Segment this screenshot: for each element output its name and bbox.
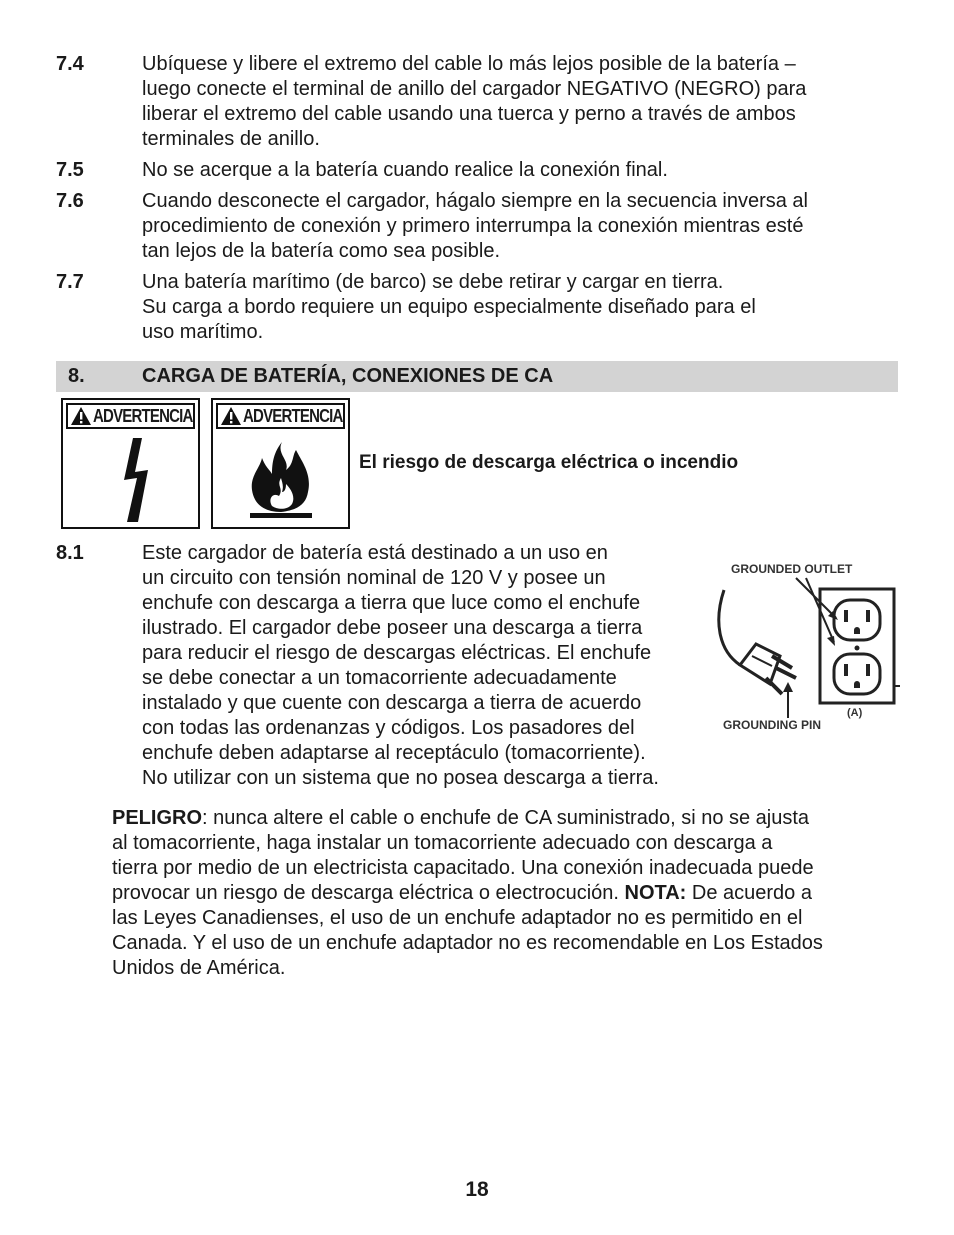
text-line: Canada. Y el uso de un enchufe adaptador no es recomendable en Los Estados: [112, 932, 823, 954]
text-line: enchufe con descarga a tierra que luce como el enchufe: [142, 592, 641, 614]
risk-statement: El riesgo de descarga eléctrica o incendio: [359, 452, 739, 473]
warning-fire-box: [211, 398, 350, 529]
text-line: se debe conectar a un tomacorriente adecuadamente: [142, 667, 617, 689]
text-line: Cuando desconecte el cargador, hágalo siempre en la secuencia inversa al: [142, 190, 808, 212]
text-line: ilustrado. El cargador debe poseer una descarga a tierra: [142, 617, 643, 639]
grounded-outlet-figure: [710, 560, 900, 740]
text-line: PELIGRO: nunca altere el cable o enchufe de CA suministrado, si no se ajusta: [112, 807, 810, 829]
text-line: al tomacorriente, haga instalar un tomacorriente adecuado con descarga a: [112, 832, 773, 854]
item-7-6: [56, 189, 896, 264]
text-line: provocar un riesgo de descarga eléctrica o electrocución. NOTA: De acuerdo a: [112, 882, 812, 904]
item-8-1: [56, 541, 716, 791]
text-line: No utilizar con un sistema que no posea descarga a tierra.: [142, 767, 659, 789]
item-number: 7.7: [56, 271, 84, 293]
plug-and-outlet-icon: [710, 560, 900, 740]
text-line: terminales de anillo.: [142, 128, 320, 150]
grounding-pin-label: GROUNDING PIN: [723, 718, 822, 732]
figure-tag: (A): [847, 707, 863, 719]
flame-icon: [246, 440, 316, 520]
item-7-4: [56, 52, 896, 152]
text-line: liberar el extremo del cable usando una tuerca y perno a través de ambos: [142, 103, 796, 125]
warning-label: ADVERTENCIA: [243, 405, 343, 427]
text-line: uso marítimo.: [142, 321, 264, 343]
warning-triangle-icon: [70, 406, 92, 426]
warning-header: [216, 403, 345, 429]
warning-header: [66, 403, 195, 429]
text-line: tan lejos de la batería como sea posible.: [142, 240, 500, 262]
danger-lead: PELIGRO: [112, 807, 203, 829]
text-line: No se acerque a la batería cuando realice la conexión final.: [142, 159, 668, 181]
section-header: [56, 361, 898, 392]
text-line: Su carga a bordo requiere un equipo especialmente diseñado para el: [142, 296, 756, 318]
text-line: un circuito con tensión nominal de 120 V y posee un: [142, 567, 606, 589]
item-number: 7.6: [56, 190, 84, 212]
text-line: tierra por medio de un electricista capacitado. Una conexión inadecuada puede: [112, 857, 814, 879]
item-7-5: [56, 158, 896, 183]
text-line: Unidos de América.: [112, 957, 286, 979]
warning-electric-box: [61, 398, 200, 529]
section-number: 8.: [68, 365, 85, 387]
warning-triangle-icon: [220, 406, 242, 426]
text-line: las Leyes Canadienses, el uso de un enchufe adaptador no es permitido en el: [112, 907, 803, 929]
page-number: 18: [465, 1178, 489, 1201]
warning-label: ADVERTENCIA: [93, 405, 193, 427]
text-line: luego conecte el terminal de anillo del cargador NEGATIVO (NEGRO) para: [142, 78, 807, 100]
section-title: CARGA DE BATERÍA, CONEXIONES DE CA: [142, 365, 554, 387]
text-line: procedimiento de conexión y primero interrumpa la conexión mientras esté: [142, 215, 804, 237]
text-line: con todas las ordenanzas y códigos. Los pasadores del: [142, 717, 635, 739]
text-line: Este cargador de batería está destinado a un uso en: [142, 542, 608, 564]
outlet-label: GROUNDED OUTLET: [731, 562, 853, 576]
text-line: Ubíquese y libere el extremo del cable lo más lejos posible de la batería –: [142, 53, 796, 75]
nota-label: NOTA:: [624, 882, 687, 904]
item-number: 8.1: [56, 542, 84, 564]
item-number: 7.5: [56, 159, 84, 181]
text-line: enchufe deben adaptarse al receptáculo (tomacorriente).: [142, 742, 646, 764]
item-number: 7.4: [56, 53, 84, 75]
text-line: para reducir el riesgo de descargas eléctricas. El enchufe: [142, 642, 652, 664]
text-line: Una batería marítimo (de barco) se debe retirar y cargar en tierra.: [142, 271, 724, 293]
text-line: instalado y que cuente con descarga a tierra de acuerdo: [142, 692, 642, 714]
lightning-bolt-icon: [101, 436, 161, 524]
danger-paragraph: [112, 806, 902, 981]
item-7-7: [56, 270, 896, 345]
